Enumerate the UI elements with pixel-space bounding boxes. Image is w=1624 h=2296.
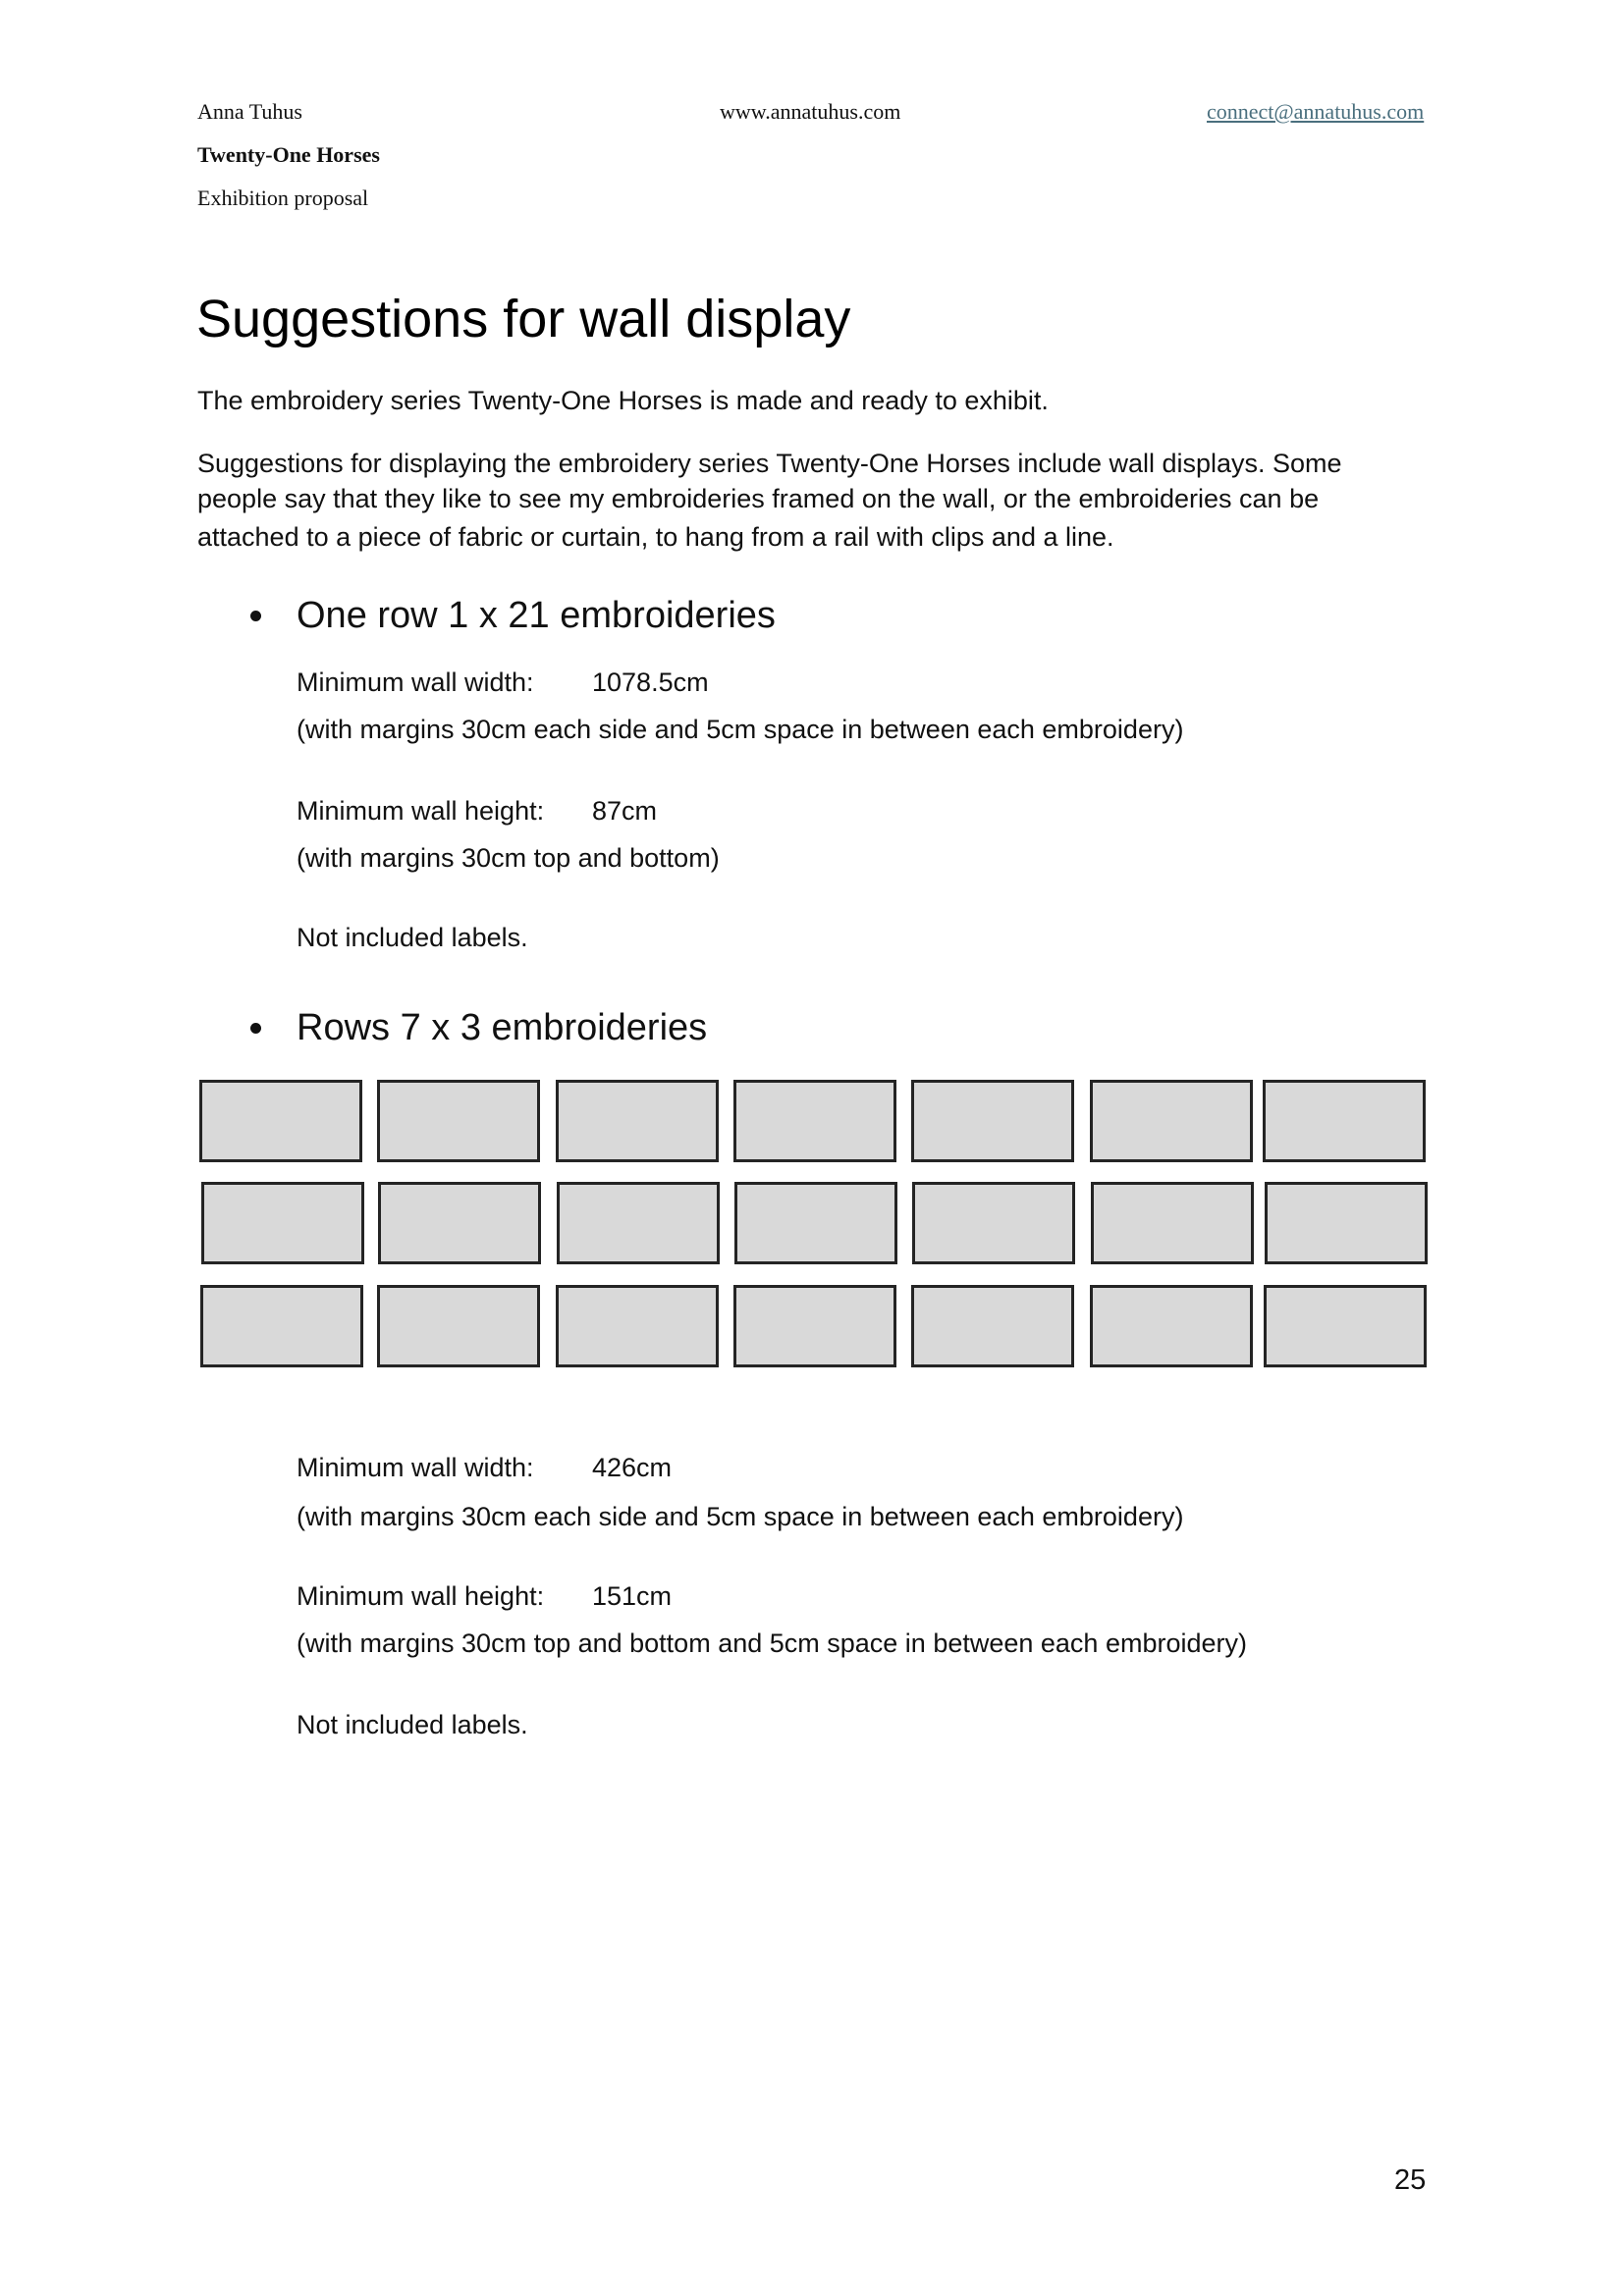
header-document-type: Exhibition proposal: [197, 186, 369, 210]
page-number: 25: [1394, 2164, 1427, 2196]
min-width-label: Minimum wall width:: [297, 1453, 534, 1482]
min-height-value: 151cm: [592, 1581, 673, 1611]
embroidery-frame: [200, 1285, 363, 1367]
min-width-value: 426cm: [592, 1453, 673, 1482]
header-project-title: Twenty-One Horses: [197, 142, 380, 167]
min-height-label: Minimum wall height:: [297, 796, 545, 826]
embroidery-frame: [378, 1182, 541, 1264]
embroidery-frame: [1090, 1285, 1253, 1367]
embroidery-frame: [377, 1285, 540, 1367]
embroidery-frame: [911, 1080, 1074, 1162]
rows-width-note: (with margins 30cm each side and 5cm space in between each embroidery): [297, 1502, 1184, 1531]
rows-height-note: (with margins 30cm top and bottom and 5cm space in between each embroidery): [297, 1629, 1247, 1658]
embroidery-frame: [556, 1080, 719, 1162]
bullet-icon: [250, 1023, 261, 1034]
embroidery-frame: [557, 1182, 720, 1264]
one-row-width-note: (with margins 30cm each side and 5cm space in between each embroidery): [297, 715, 1184, 744]
header-author: Anna Tuhus: [197, 99, 302, 124]
embroidery-frame: [912, 1182, 1075, 1264]
section-heading-rows: Rows 7 x 3 embroideries: [297, 1007, 708, 1048]
embroidery-frame: [911, 1285, 1074, 1367]
paragraph-line-3: attached to a piece of fabric or curtain, to hang from a rail with clips and a line.: [197, 522, 1114, 552]
page-title: Suggestions for wall display: [196, 290, 851, 348]
embroidery-frame: [734, 1182, 897, 1264]
min-width-label: Minimum wall width:: [297, 667, 534, 697]
header-website[interactable]: www.annatuhus.com: [720, 99, 901, 124]
min-width-value: 1078.5cm: [592, 667, 709, 697]
one-row-labels-note: Not included labels.: [297, 923, 528, 952]
rows-labels-note: Not included labels.: [297, 1710, 528, 1739]
embroidery-frame: [1264, 1285, 1427, 1367]
embroidery-frame: [1265, 1182, 1428, 1264]
embroidery-frame: [201, 1182, 364, 1264]
embroidery-frame: [733, 1285, 896, 1367]
embroidery-frame: [199, 1080, 362, 1162]
bullet-icon: [250, 611, 261, 621]
paragraph-line-1: Suggestions for displaying the embroidery series Twenty-One Horses include wall displays. Some: [197, 449, 1342, 478]
one-row-height-note: (with margins 30cm top and bottom): [297, 843, 720, 873]
header-email-link[interactable]: connect@annatuhus.com: [1207, 99, 1425, 124]
rows-min-height: [297, 1579, 673, 1613]
section-heading-one-row: One row 1 x 21 embroideries: [297, 595, 776, 636]
embroidery-frame: [1091, 1182, 1254, 1264]
intro-text: The embroidery series Twenty-One Horses is made and ready to exhibit.: [197, 386, 1049, 415]
min-height-label: Minimum wall height:: [297, 1581, 545, 1611]
embroidery-frame: [1090, 1080, 1253, 1162]
one-row-min-width: [297, 666, 709, 699]
embroidery-frame: [377, 1080, 540, 1162]
embroidery-frame: [733, 1080, 896, 1162]
rows-min-width: [297, 1451, 673, 1484]
embroidery-frame: [1263, 1080, 1426, 1162]
paragraph-line-2: people say that they like to see my embroideries framed on the wall, or the embroideries can be: [197, 484, 1320, 513]
min-height-value: 87cm: [592, 796, 658, 826]
embroidery-frame: [556, 1285, 719, 1367]
one-row-min-height: [297, 794, 658, 828]
